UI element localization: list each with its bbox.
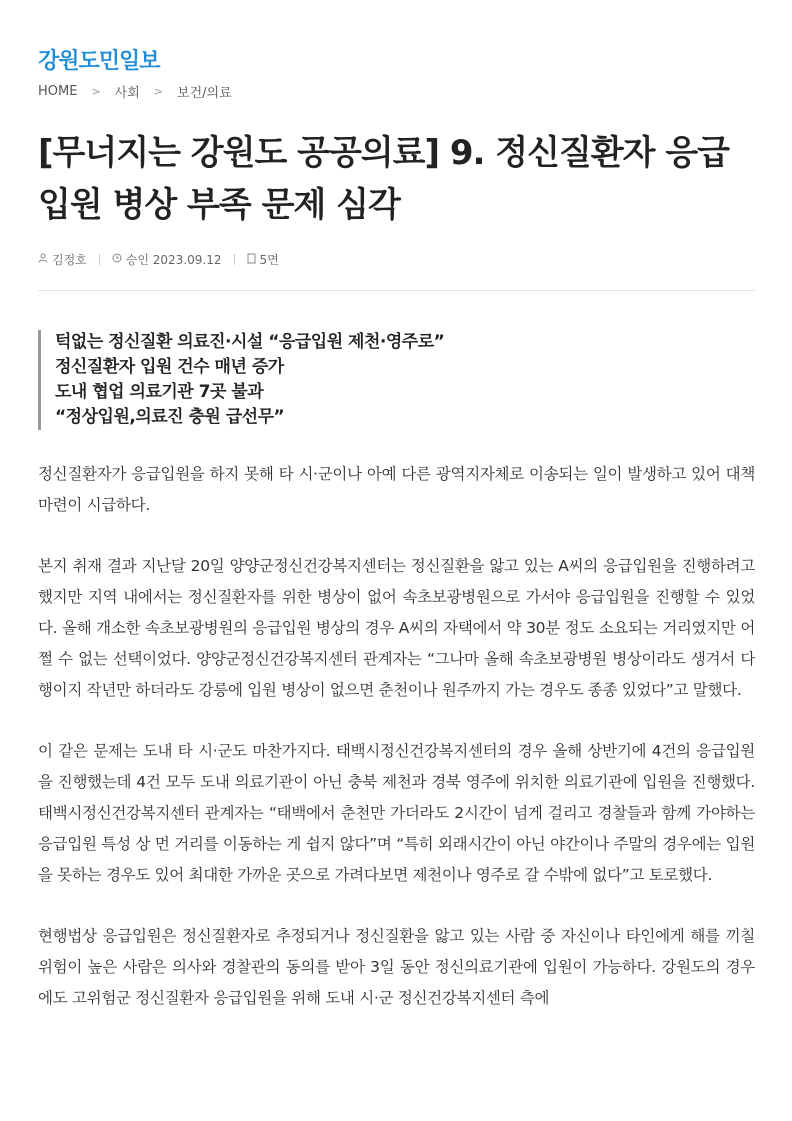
breadcrumb-section[interactable]: 사회 [114,86,140,101]
paragraph: 이 같은 문제는 도내 타 시·군도 마찬가지다. 태백시정신건강복지센터의 경우 올해 상반기에 4건의 응급입원을 진행했는데 4건 모두 도내 의료기관이 아닌 충북 제천과 경북 영주에 위치한 의료기관에 입원을 진행했다. 태백시정신건강복지센터 관계자는 “태백에서 춘천만 가더라도 2시간이 넘게 걸리고 경찰들과 함께 가야하는 응급입원 특성 상 먼 거리를 이동하는 게 쉽지 않다”며 “특히 외래시간이 아닌 야간이나 주말의 경우에는 입원을 못하는 경우도 있어 최대한 가까운 곳으로 가려다보면 제천이나 영주로 갈 수밖에 없다”고 토로했다. [38,742,755,884]
meta-divider [99,254,100,265]
paragraph: 정신질환자가 응급입원을 하지 못해 타 시·군이나 아예 다른 광역지자체로 이송되는 일이 발생하고 있어 대책 마련이 시급하다. [38,465,755,514]
person-icon [38,253,48,266]
subhead: 정신질환자 입원 건수 매년 증가 [55,357,284,377]
site-logo[interactable]: 강원도민일보 [38,49,160,74]
chevron-right-icon: > [91,85,101,98]
subhead: 도내 협업 의료기관 7곳 불과 [55,382,264,402]
article-title: [무너지는 강원도 공공의료] 9. 정신질환자 응급입원 병상 부족 문제 심각 [38,133,730,225]
author-name[interactable]: 김정호 [52,253,87,267]
paragraph: 본지 취재 결과 지난달 20일 양양군정신건강복지센터는 정신질환을 앓고 있는 A씨의 응급입원을 진행하려고 했지만 지역 내에서는 정신질환자를 위한 병상이 없어 속초보광병원으로 가서야 응급입원을 진행할 수 있었다. 올해 개소한 속초보광병원의 응급입원 병상의 경우 A씨의 자택에서 약 30분 정도 소요되는 거리였지만 어쩔 수 없는 선택이었다. 양양군정신건강복지센터 관계자는 “그나마 올해 속초보광병원 병상이라도 생겨서 다행이지 작년만 하더라도 강릉에 입원 병상이 없으면 춘천이나 원주까지 가는 경우도 종종 있었다”고 말했다. [38,557,755,699]
chevron-right-icon: > [153,85,164,98]
page-number [247,251,279,268]
breadcrumb-home[interactable]: HOME [38,84,78,99]
clock-icon [112,253,122,266]
subhead: 턱없는 정신질환 의료진·시설 “응급입원 제천·영주로” [55,332,445,352]
breadcrumb [38,82,232,101]
author [38,251,87,268]
article-subheads [38,330,755,430]
document-icon [247,253,256,267]
approved-date [112,251,222,268]
article-meta [38,251,279,268]
article-body [38,459,755,1044]
meta-divider [234,254,235,265]
breadcrumb-subsection[interactable]: 보건/의료 [177,86,232,101]
header-divider [38,290,755,291]
subhead: “정상입원,의료진 충원 급선무” [55,407,285,427]
paragraph: 현행법상 응급입원은 정신질환자로 추정되거나 정신질환을 앓고 있는 사람 중 자신이나 타인에게 해를 끼칠 위험이 높은 사람은 의사와 경찰관의 동의를 받아 3일 동안 정신의료기관에 입원이 가능하다. 강원도의 경우에도 고위험군 정신질환자 응급입원을 위해 도내 시·군 정신건강복지센터 측에 [38,927,755,1007]
page-text: 5면 [259,253,279,267]
approved-text: 승인 2023.09.12 [125,253,222,267]
